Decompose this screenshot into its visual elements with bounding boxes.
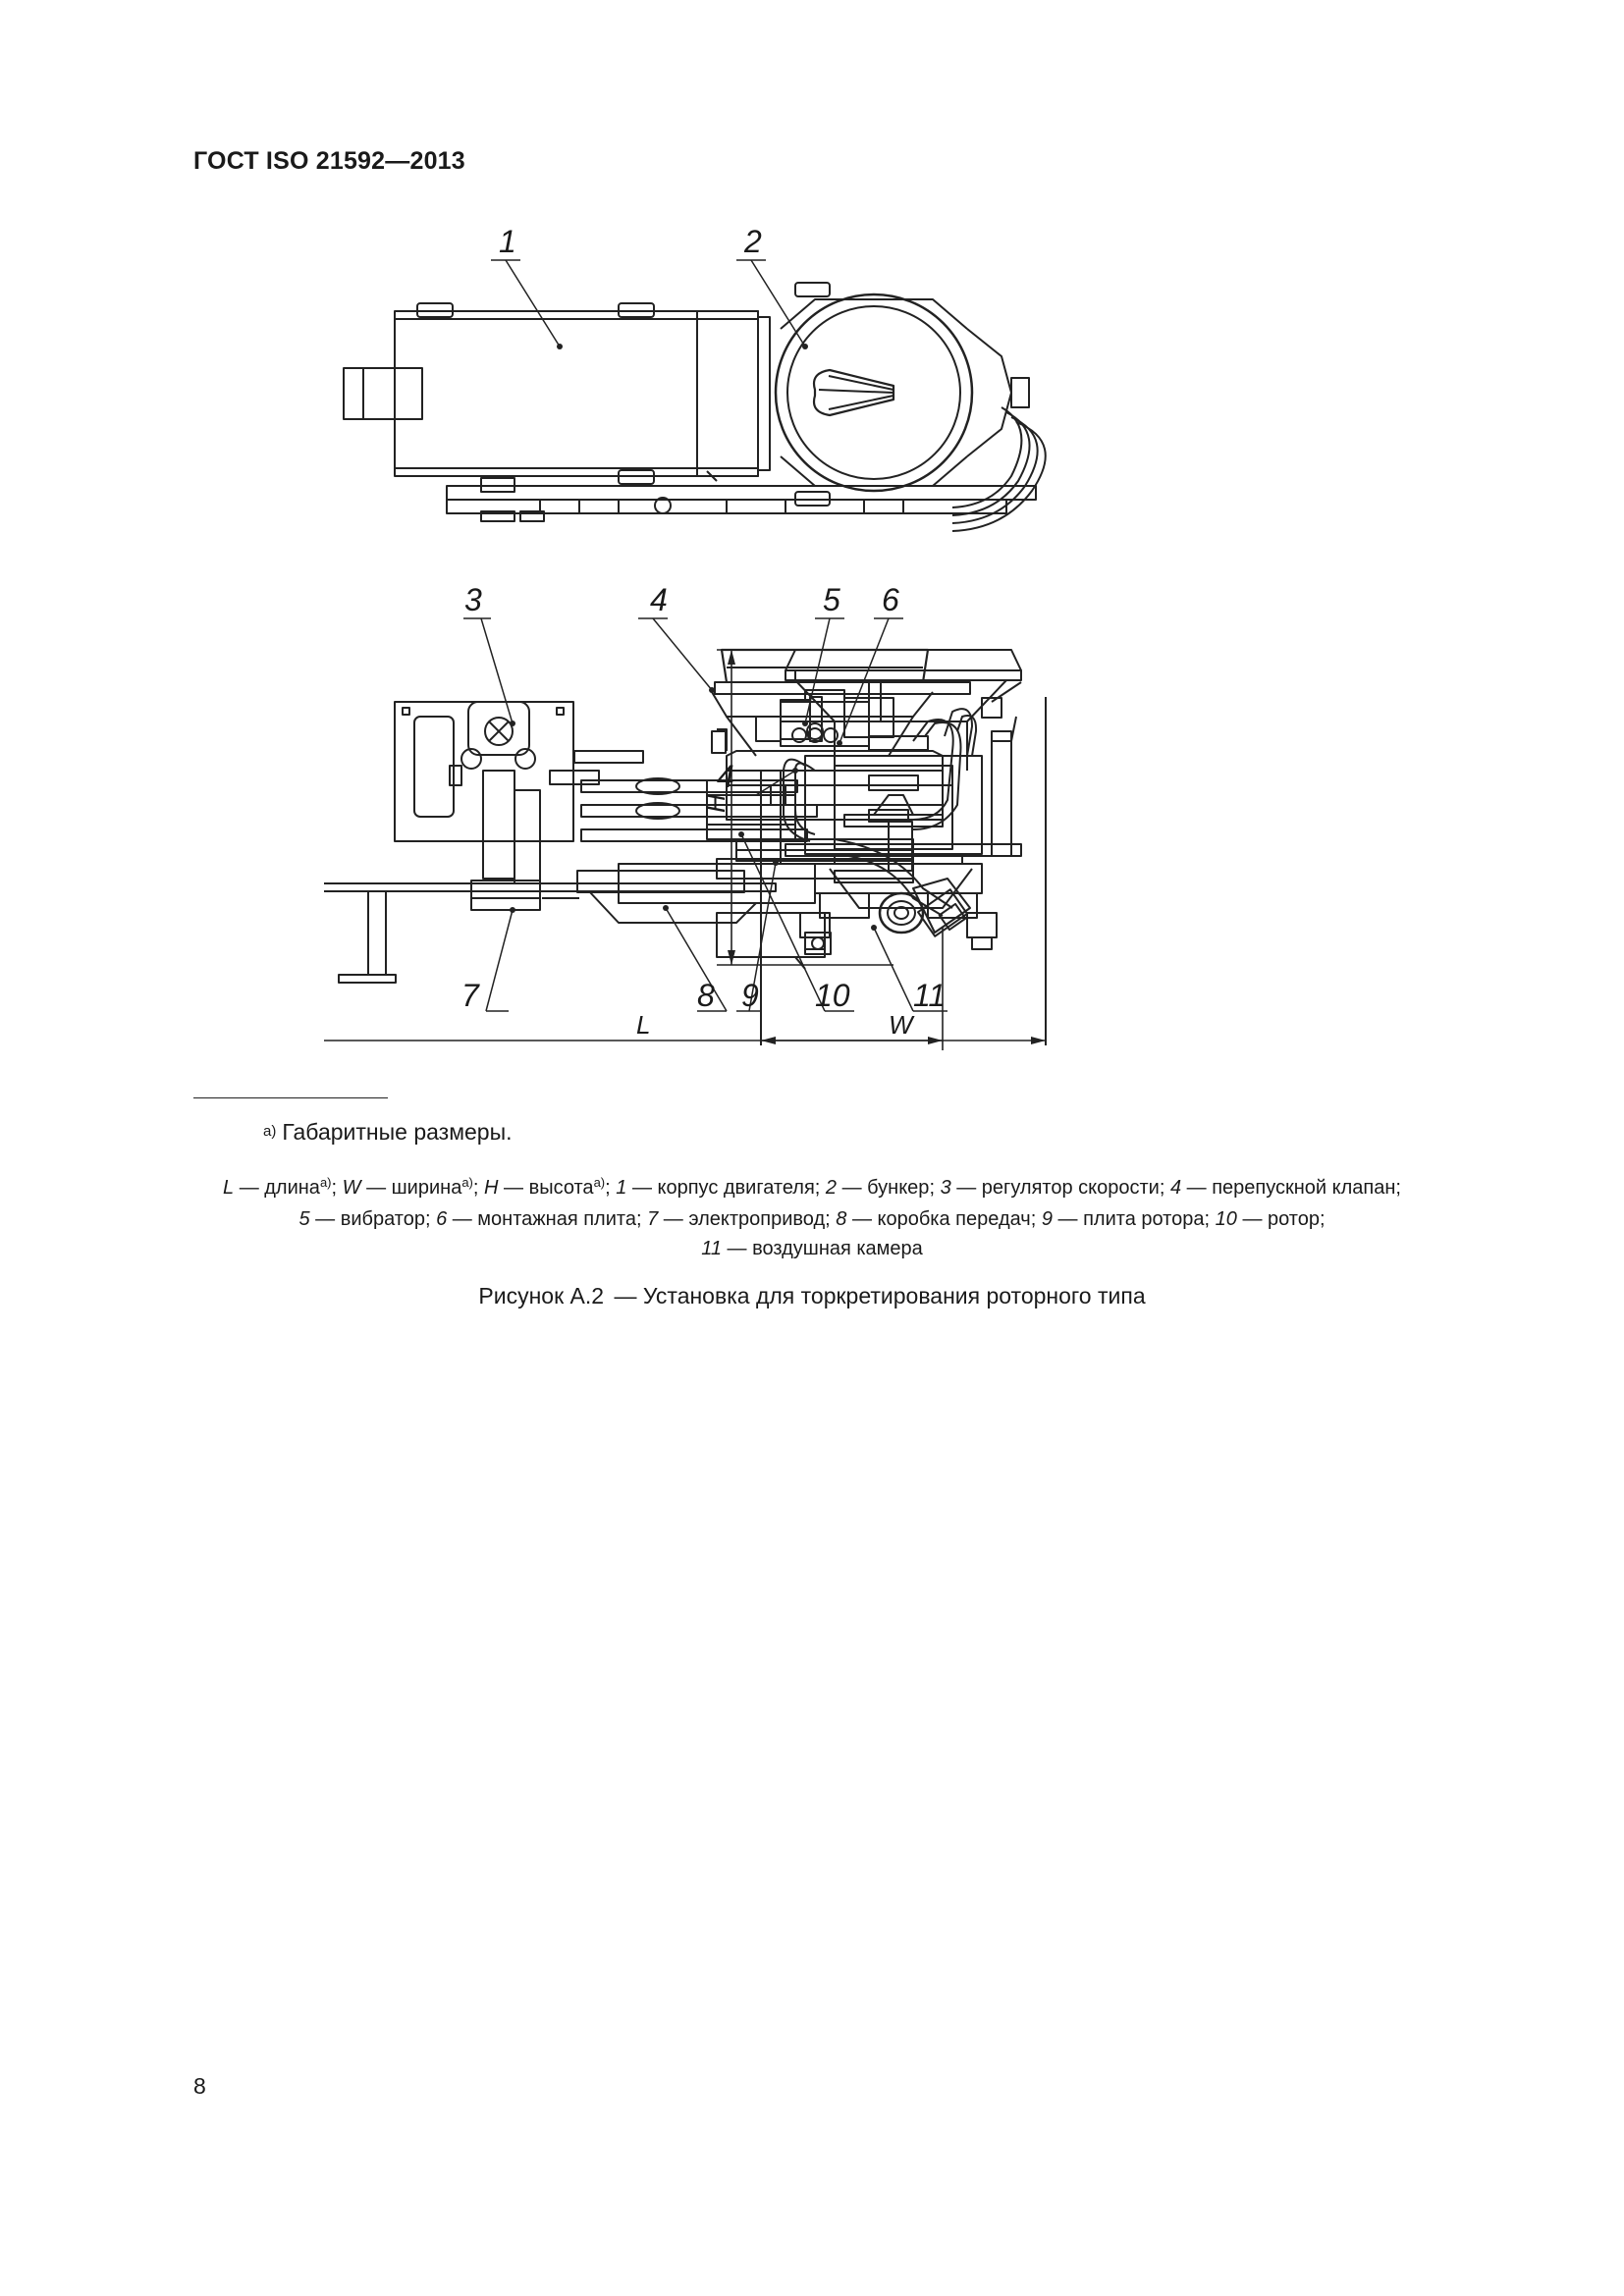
legend-item-3: 3 — регулятор скорости; xyxy=(940,1177,1170,1199)
footnote-rule xyxy=(193,1097,388,1098)
legend-item-6: 6 — монтажная плита; xyxy=(436,1208,648,1230)
legend-item-h: H — высота$^{а)}$; xyxy=(484,1175,617,1199)
callout-11: 11 xyxy=(913,978,947,1013)
document-header: ГОСТ ISO 21592—2013 xyxy=(193,147,465,175)
callout-8: 8 xyxy=(697,978,715,1013)
caption-label: Рисунок А.2 xyxy=(478,1283,605,1308)
legend-item-9: 9 — плита ротора; xyxy=(1041,1208,1216,1230)
legend-item-2: 2 — бункер; xyxy=(825,1177,941,1199)
legend-item-10: 10 — ротор; xyxy=(1215,1208,1326,1230)
top-view xyxy=(344,283,1046,531)
page-number: 8 xyxy=(193,2073,206,2099)
callout-10: 10 xyxy=(815,978,850,1013)
figure-drawing xyxy=(324,221,1404,1065)
legend-item-l: L — длина$^{а)}$; xyxy=(223,1175,343,1199)
leader-dots xyxy=(510,344,877,931)
legend-line-1 xyxy=(223,1177,1401,1199)
legend-item-7: 7 — электропривод; xyxy=(647,1208,837,1230)
callout-5: 5 xyxy=(823,582,840,617)
legend-line-3 xyxy=(701,1238,923,1259)
dimension-labels xyxy=(636,794,915,1040)
figure-caption xyxy=(0,1283,1624,1309)
callout-2: 2 xyxy=(744,224,762,259)
legend-item-5: 5 — вибратор; xyxy=(298,1208,437,1230)
legend-item-1: 1 — корпус двигателя; xyxy=(616,1177,826,1199)
legend-item-w: W — ширина$^{а)}$; xyxy=(342,1175,485,1199)
callout-labels xyxy=(461,224,946,1013)
dimension-width-label: W xyxy=(889,1010,913,1040)
callout-6: 6 xyxy=(882,582,899,617)
figure-legend xyxy=(147,1173,1477,1263)
legend-item-8: 8 — коробка передач; xyxy=(836,1208,1042,1230)
side-view xyxy=(324,650,970,1036)
legend-line-2 xyxy=(298,1208,1325,1230)
legend-item-11: 11 — воздушная камера xyxy=(701,1238,923,1259)
footnote-marker: a) xyxy=(263,1123,277,1140)
callout-1: 1 xyxy=(499,224,516,259)
dimension-height-label: H xyxy=(701,794,731,813)
callout-7: 7 xyxy=(461,978,479,1013)
machine-drawing xyxy=(324,221,1404,1065)
footnote-text: Габаритные размеры. xyxy=(282,1119,513,1145)
callout-4: 4 xyxy=(650,582,668,617)
caption-text: — Установка для торкретирования роторного типа xyxy=(614,1283,1146,1308)
legend-item-4: 4 — перепускной клапан; xyxy=(1169,1177,1401,1199)
callout-9: 9 xyxy=(741,978,759,1013)
callout-3: 3 xyxy=(464,582,482,617)
dimension-length-label: L xyxy=(636,1010,651,1040)
footnote xyxy=(263,1119,513,1146)
callout-4-front: 4 xyxy=(717,759,734,794)
